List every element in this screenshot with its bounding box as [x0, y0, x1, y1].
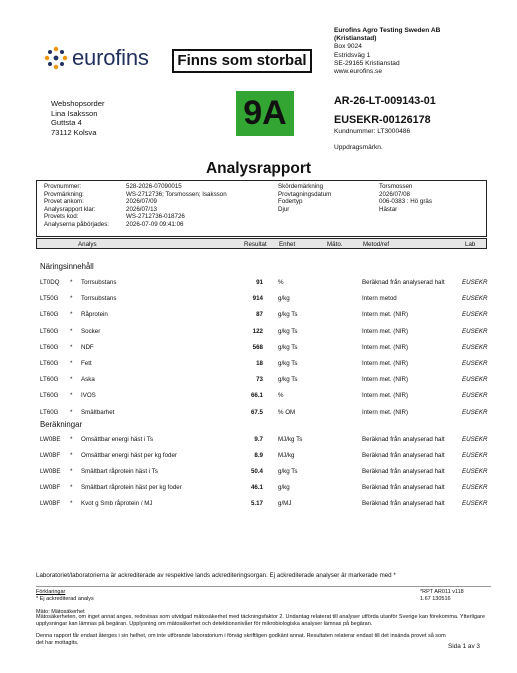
col-resultat: Resultat	[244, 240, 267, 248]
accreditation-star: *	[70, 408, 73, 416]
method-ref: Beräknad från analyserad halt	[362, 279, 445, 286]
result-value: 122	[252, 327, 263, 335]
lab-code: EUSEKR	[462, 500, 488, 507]
analysis-code: LT60G	[40, 392, 59, 400]
col-analys: Analys	[78, 240, 97, 248]
table-row	[0, 279, 517, 289]
lab-code: EUSEKR	[462, 343, 488, 351]
result-value: 66.1	[250, 392, 263, 400]
table-row	[0, 295, 517, 305]
analysis-name: IVOS	[81, 392, 96, 400]
method-ref: Intern metod	[362, 295, 397, 303]
grade-badge: 9A	[236, 91, 294, 136]
lab-code: EUSEKR	[462, 295, 488, 303]
analysis-code: LT60G	[40, 408, 59, 416]
analysis-name: Råprotein	[81, 311, 108, 319]
method-ref: Intern met. (NIR)	[362, 376, 409, 384]
eurofins-logo	[44, 46, 149, 70]
analysis-code: LW0BE	[40, 468, 61, 475]
info-value: 006-0383 : Hö gräs	[379, 198, 432, 206]
ar-number: AR-26-LT-009143-01	[334, 95, 436, 107]
legend-title: Förklaringar	[36, 589, 66, 595]
info-value: WS-2712736-018726	[126, 213, 185, 221]
analysis-code: LW0BE	[40, 436, 61, 443]
lab-code: EUSEKR	[462, 484, 488, 491]
lab-code: EUSEKR	[462, 392, 488, 400]
method-ref: Intern met. (NIR)	[362, 327, 409, 335]
results-column-header	[36, 238, 487, 249]
col-metod: Metod/ref	[363, 240, 390, 248]
customer-line: 73112 Kolsva	[51, 127, 97, 137]
info-value: 528-2026-07090015	[126, 183, 182, 190]
info-label: Fodertyp	[278, 198, 303, 206]
analysis-code: LT60G	[40, 311, 59, 319]
table-row	[0, 500, 517, 510]
accreditation-star: *	[70, 360, 73, 367]
accreditation-star: *	[70, 452, 73, 459]
storage-stamp: Finns som storbal	[172, 49, 312, 73]
accreditation-star: *	[70, 376, 73, 384]
footer-divider	[36, 586, 491, 587]
uncertainty-note: Mätosäkerheten, om inget annat anges, redovisas som utvidgad mätosäkerhet med täckningsfaktor 2. Undantag relaterat till analyser utförda utanför Sverige kan förekomma. Ytterligare upplysningar kan lämnas på begäran. Upplysning om mätosäkerhet och detektionsnivåer för mikrobiologiska analyser lämnas på begäran.	[36, 614, 486, 627]
result-unit: g/kg Ts	[278, 327, 298, 335]
method-ref: Beräknad från analyserad halt	[362, 500, 445, 507]
result-value: 91	[256, 279, 263, 286]
customer-line: Guttsta 4	[51, 118, 82, 128]
info-row	[44, 191, 227, 199]
sample-info-left	[44, 183, 227, 229]
analysis-code: LW0BF	[40, 484, 61, 491]
info-label: Skördemärkning	[278, 183, 324, 190]
accreditation-star: *	[70, 500, 73, 507]
table-row	[0, 468, 517, 478]
analysis-name: Smältbart råprotein häst i Ts	[81, 468, 158, 475]
info-value: 2026/07/13	[126, 205, 157, 213]
result-unit: g/kg	[278, 295, 290, 303]
result-value: 50.4	[250, 468, 263, 475]
method-ref: Intern met. (NIR)	[362, 392, 409, 400]
col-enhet: Enhet	[279, 240, 296, 248]
result-unit: MJ/kg	[278, 452, 295, 459]
info-row	[44, 213, 227, 221]
report-title: Analysrapport	[205, 160, 312, 177]
eusekr-number: EUSEKR-00126178	[334, 114, 431, 126]
table-row	[0, 360, 517, 370]
info-label: Analysrapport klar:	[44, 205, 96, 213]
report-version-number: 1.67 130516	[420, 595, 451, 602]
lab-city: SE-29165 Kristianstad	[334, 59, 400, 67]
method-ref: Intern met. (NIR)	[362, 408, 409, 416]
lab-code: EUSEKR	[462, 452, 488, 459]
result-unit: g/kg Ts	[278, 360, 298, 367]
table-row	[0, 409, 517, 419]
result-value: 568	[252, 343, 263, 351]
legend-non-accredited: * Ej ackrediterad analys	[36, 595, 94, 602]
info-label: Provtagningsdatum	[278, 190, 332, 198]
analysis-name: Torrsubstans	[81, 279, 117, 286]
info-row	[44, 183, 227, 191]
analysis-code: LT60G	[40, 343, 59, 351]
result-value: 914	[252, 295, 263, 303]
accreditation-star: *	[70, 392, 73, 400]
analysis-name: Omsättbar energi häst per kg foder	[81, 452, 177, 459]
result-unit: %	[278, 279, 284, 286]
lab-code: EUSEKR	[462, 360, 488, 367]
lab-code: EUSEKR	[462, 468, 488, 475]
method-ref: Beräknad från analyserad halt	[362, 484, 445, 491]
page-number: Sida 1 av 3	[448, 643, 480, 650]
result-value: 18	[256, 360, 263, 367]
info-value: 2026/07/09	[126, 198, 157, 206]
analysis-name: Fett	[81, 360, 92, 367]
lab-code: EUSEKR	[462, 376, 488, 384]
result-unit: g/MJ	[278, 500, 292, 507]
info-value: WS-2712736; Torsmossen; Isaksson	[126, 190, 227, 198]
analysis-code: LT50G	[40, 295, 59, 303]
method-ref: Beräknad från analyserad halt	[362, 468, 445, 475]
info-label: Provet ankom:	[44, 198, 84, 206]
analysis-name: Omsättbar energi häst i Ts	[81, 436, 154, 443]
table-row	[0, 452, 517, 462]
accreditation-star: *	[70, 327, 73, 335]
result-value: 46.1	[250, 484, 263, 491]
lab-code: EUSEKR	[462, 436, 488, 443]
analysis-code: LW0BF	[40, 452, 61, 459]
section-berakningar: Beräkningar	[40, 420, 83, 429]
table-row	[0, 392, 517, 402]
method-ref: Intern met. (NIR)	[362, 343, 409, 351]
analysis-code: LT60G	[40, 360, 59, 367]
table-row	[0, 328, 517, 338]
accreditation-star: *	[70, 468, 73, 475]
result-value: 67.5	[250, 408, 263, 416]
analysis-code: LW0BF	[40, 500, 61, 507]
result-value: 87	[256, 311, 263, 319]
method-ref: Intern met. (NIR)	[362, 360, 409, 367]
legend-mato: Mäto: Mätosäkerhet	[36, 608, 85, 615]
method-ref: Beräknad från analyserad halt	[362, 452, 445, 459]
eurofins-dots-icon	[44, 46, 68, 70]
result-unit: g/kg Ts	[278, 376, 298, 384]
info-row	[44, 221, 227, 229]
info-row	[278, 198, 432, 206]
lab-code: EUSEKR	[462, 311, 488, 319]
analysis-name: NDF	[81, 343, 94, 351]
method-ref: Intern met. (NIR)	[362, 311, 409, 319]
table-row	[0, 344, 517, 354]
info-value: 2026/07/08	[379, 190, 410, 198]
result-value: 9.7	[254, 436, 263, 443]
analysis-name: Smältbart råprotein häst per kg foder	[81, 484, 182, 491]
analysis-code: LT60G	[40, 376, 59, 384]
lab-sub: (Kristianstad)	[334, 35, 377, 43]
method-ref: Beräknad från analyserad halt	[362, 436, 445, 443]
info-label: Djur	[278, 205, 290, 213]
lab-address	[334, 27, 440, 76]
table-row	[0, 376, 517, 386]
info-row	[44, 206, 227, 214]
info-value: Hästar	[379, 205, 398, 213]
result-unit: g/kg Ts	[278, 468, 298, 475]
accreditation-star: *	[70, 436, 73, 443]
analysis-name: Socker	[81, 327, 101, 335]
analysis-name: Torrsubstans	[81, 295, 117, 303]
result-unit: %	[278, 392, 284, 400]
legend-block	[36, 589, 236, 615]
accreditation-star: *	[70, 484, 73, 491]
info-value: 2026-07-09 09:41:06	[126, 220, 184, 228]
accreditation-note: Laboratoriet/laboratorierna är ackrediterade av respektive lands ackrediteringsorgan. Ej ackrediterade analyser är markerade med *	[36, 572, 396, 579]
col-mato: Mäto.	[327, 240, 343, 248]
analysis-name: Kvot g Smb råprotein / MJ	[81, 500, 153, 507]
lab-code: EUSEKR	[462, 279, 488, 286]
result-unit: g/kg Ts	[278, 343, 298, 351]
info-label: Analyserna påbörjades:	[44, 220, 110, 228]
table-row	[0, 484, 517, 494]
result-unit: g/kg	[278, 484, 290, 491]
section-naringsinnehall: Näringsinnehåll	[40, 262, 94, 271]
lab-box: Box 9024	[334, 43, 362, 51]
analysis-code: LT0DQ	[40, 279, 60, 286]
lab-web: www.eurofins.se	[334, 68, 383, 76]
analysis-name: Smältbarhet	[81, 408, 115, 416]
order-marking: Uppdragsmärkn.	[334, 144, 383, 151]
customer-line: Webshopsorder	[51, 99, 105, 108]
accreditation-star: *	[70, 295, 73, 303]
info-value: Torsmossen	[379, 183, 413, 190]
lab-code: EUSEKR	[462, 327, 488, 335]
info-row	[278, 191, 432, 199]
analysis-name: Aska	[81, 376, 95, 384]
table-row	[0, 311, 517, 321]
sample-info-right	[278, 183, 432, 213]
customer-number: Kundnummer: LT3000486	[334, 128, 411, 135]
info-label: Provmärkning:	[44, 190, 84, 198]
result-value: 8.9	[254, 452, 263, 459]
col-lab: Lab	[465, 240, 476, 248]
logo-text: eurofins	[72, 45, 149, 70]
analysis-code: LT60G	[40, 327, 59, 335]
info-row	[44, 198, 227, 206]
accreditation-star: *	[70, 279, 73, 286]
info-row	[278, 206, 432, 214]
customer-address	[51, 99, 104, 137]
result-value: 73	[256, 376, 263, 384]
result-unit: g/kg Ts	[278, 311, 298, 319]
report-version	[420, 589, 490, 603]
info-label: Provnummer:	[44, 183, 82, 190]
result-value: 5.17	[250, 500, 263, 507]
accreditation-star: *	[70, 311, 73, 319]
accreditation-star: *	[70, 343, 73, 351]
lab-name: Eurofins Agro Testing Sweden AB	[334, 27, 441, 34]
customer-line: Lina Isaksson	[51, 108, 98, 118]
lab-code: EUSEKR	[462, 408, 488, 416]
info-row	[278, 183, 432, 191]
result-unit: % OM	[278, 408, 296, 416]
table-row	[0, 436, 517, 446]
lab-street: Estridsväg 1	[334, 51, 371, 59]
reproduction-note: Denna rapport får endast återges i sin helhet, om inte utförande laboratorium i förväg skriftligen godkänt annat. Resultaten relaterar endast till det insända provet så som det har mottagits.	[36, 633, 446, 646]
report-version-code: *RPT AR011 v118	[420, 589, 464, 595]
result-unit: MJ/kg Ts	[278, 436, 303, 443]
info-label: Provets kod:	[44, 213, 79, 221]
